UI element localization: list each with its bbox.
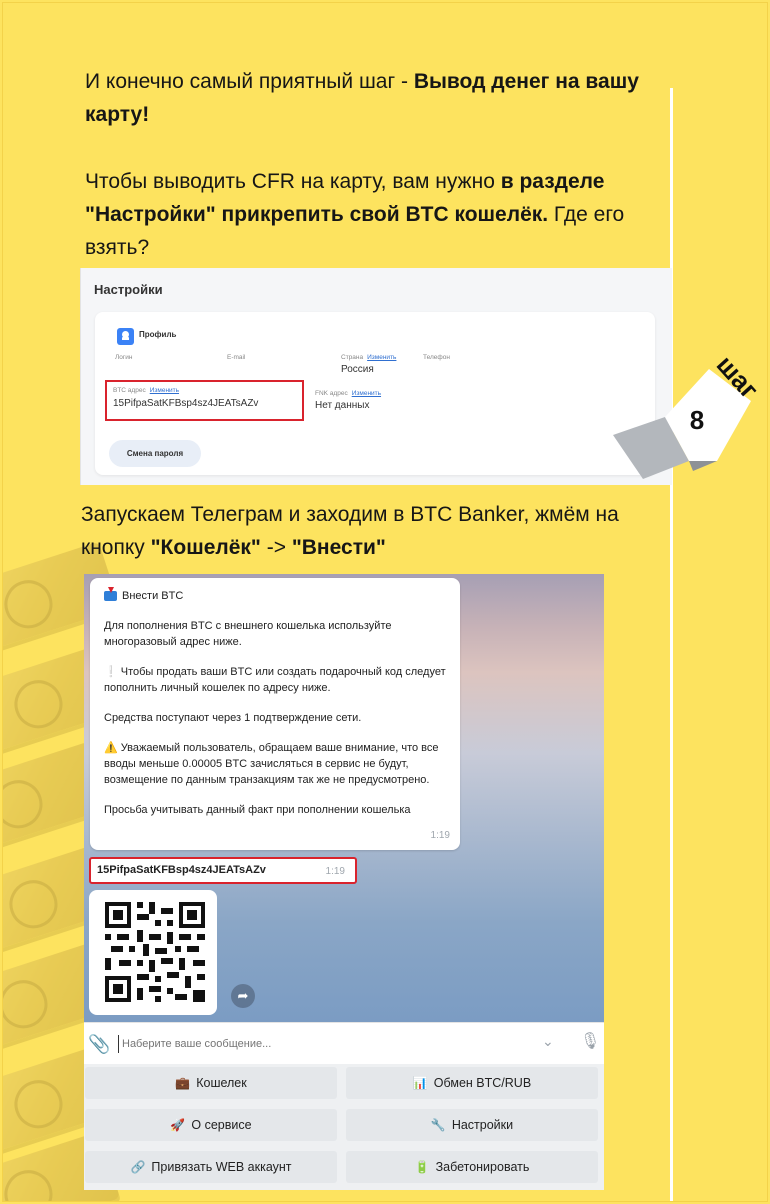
link-icon: 🔗 — [130, 1160, 146, 1174]
intro-text-bold: Вывод денег на вашу карту! — [85, 70, 639, 126]
step-badge-edge — [689, 461, 717, 471]
change-password-button[interactable]: Смена пароля — [109, 440, 201, 467]
btc-label-row — [113, 387, 179, 394]
telegram-instruction-text — [81, 498, 641, 564]
message-title-row — [104, 588, 446, 604]
message-paragraph: ⚠️ Уважаемый пользователь, обращаем ваше внимание, что все вводы меньше 0.00005 BTC зачисляться в сервис не будут, возмещение по данным транзакциям так же не предусмотрено. — [104, 742, 439, 786]
country-edit-link[interactable]: Изменить — [367, 354, 397, 361]
telegram-screenshot — [84, 574, 604, 1190]
briefcase-icon: 💼 — [175, 1076, 191, 1090]
wallet-text-normal: Чтобы выводить CFR на карту, вам нужно — [85, 170, 501, 193]
about-button-label: О сервисе — [191, 1118, 252, 1132]
message-input[interactable] — [118, 1035, 498, 1053]
btc-address-value: 15PifpaSatKFBsp4sz4JEATsAZv — [113, 398, 259, 409]
stake-button-label: Забетонировать — [435, 1160, 530, 1174]
chat-background — [84, 574, 604, 1022]
step-number: 8 — [689, 405, 705, 435]
fnk-label: FNK адрес — [315, 390, 348, 397]
btc-address-highlight — [105, 380, 304, 421]
wallet-button[interactable] — [85, 1067, 337, 1099]
telegram-text-wallet: "Кошелёк" — [150, 536, 261, 559]
wallet-text-bold: в разделе "Настройки" прикрепить свой BTC кошелёк. — [85, 170, 605, 226]
fnk-label-row — [315, 390, 381, 397]
exchange-button[interactable] — [346, 1067, 598, 1099]
settings-title: Настройки — [94, 282, 163, 297]
btc-edit-link[interactable]: Изменить — [149, 387, 180, 394]
step-badge — [613, 343, 768, 493]
microphone-icon[interactable]: 🎙 — [580, 1033, 601, 1050]
page-frame — [2, 2, 768, 1202]
btc-label: BTC адрес — [113, 387, 146, 394]
battery-icon: 🔋 — [414, 1160, 430, 1174]
qr-code — [89, 890, 217, 1015]
wallet-button-label: Кошелек — [196, 1076, 247, 1090]
profile-label: Профиль — [139, 330, 177, 339]
intro-text-normal: И конечно самый приятный шаг - — [85, 70, 414, 93]
wallet-text-end: Где его взять? — [85, 203, 625, 259]
message-paragraph: ❕ Чтобы продать ваши BTC или создать подарочный код следует пополнить личный кошелек по адресу ниже. — [104, 666, 446, 694]
message-time: 1:19 — [430, 830, 450, 841]
country-label: Страна — [341, 354, 364, 361]
share-icon[interactable]: ➦ — [231, 984, 255, 1008]
message-paragraph: Средства поступают через 1 подтверждение сети. — [104, 712, 362, 724]
chart-icon: 📊 — [412, 1076, 428, 1090]
inbox-icon — [104, 591, 117, 601]
settings-button-label: Настройки — [451, 1118, 514, 1132]
message-time: 1:19 — [325, 866, 345, 877]
wallet-instruction-text — [85, 165, 665, 264]
message-title: Внести BTC — [122, 590, 184, 602]
telegram-text-deposit: "Внести" — [291, 536, 386, 559]
deposit-message — [90, 578, 460, 850]
qr-code-message[interactable] — [89, 890, 217, 1015]
exchange-button-label: Обмен BTC/RUB — [433, 1076, 532, 1090]
about-button[interactable] — [85, 1109, 337, 1141]
user-icon — [117, 328, 134, 345]
rocket-icon: 🚀 — [170, 1118, 186, 1132]
settings-screenshot — [80, 268, 672, 485]
profile-card — [95, 312, 655, 475]
country-label-row — [341, 354, 396, 361]
wrench-icon: 🔧 — [430, 1118, 446, 1132]
phone-label: Телефон — [423, 354, 450, 361]
step-word: шаг — [710, 349, 765, 405]
telegram-text-normal: Запускаем Телеграм и заходим в BTC Banker, жмём на кнопку — [81, 503, 619, 559]
login-label: Логин — [115, 354, 133, 361]
settings-button[interactable] — [346, 1109, 598, 1141]
bot-keyboard — [84, 1064, 604, 1190]
message-paragraph: Для пополнения BTC с внешнего кошелька используйте многоразовый адрес ниже. — [104, 620, 392, 648]
telegram-text-arrow: -> — [260, 536, 292, 559]
email-label: E-mail — [227, 354, 246, 361]
address-message[interactable] — [89, 857, 357, 884]
message-paragraph: Просьба учитывать данный факт при пополнении кошелька — [104, 804, 411, 816]
fnk-edit-link[interactable]: Изменить — [351, 390, 382, 397]
stake-button[interactable] — [346, 1151, 598, 1183]
link-web-button[interactable] — [85, 1151, 337, 1183]
address-text: 15PifpaSatKFBsp4sz4JEATsAZv — [97, 864, 266, 876]
paperclip-icon[interactable]: 📎 — [88, 1034, 111, 1054]
chevron-down-icon[interactable]: ⌄ — [542, 1033, 554, 1049]
intro-text — [85, 65, 665, 131]
message-composer — [84, 1022, 604, 1064]
link-web-button-label: Привязать WEB аккаунт — [151, 1160, 292, 1174]
country-value: Россия — [341, 364, 374, 375]
fnk-value: Нет данных — [315, 400, 370, 411]
vertical-divider — [670, 88, 673, 1202]
